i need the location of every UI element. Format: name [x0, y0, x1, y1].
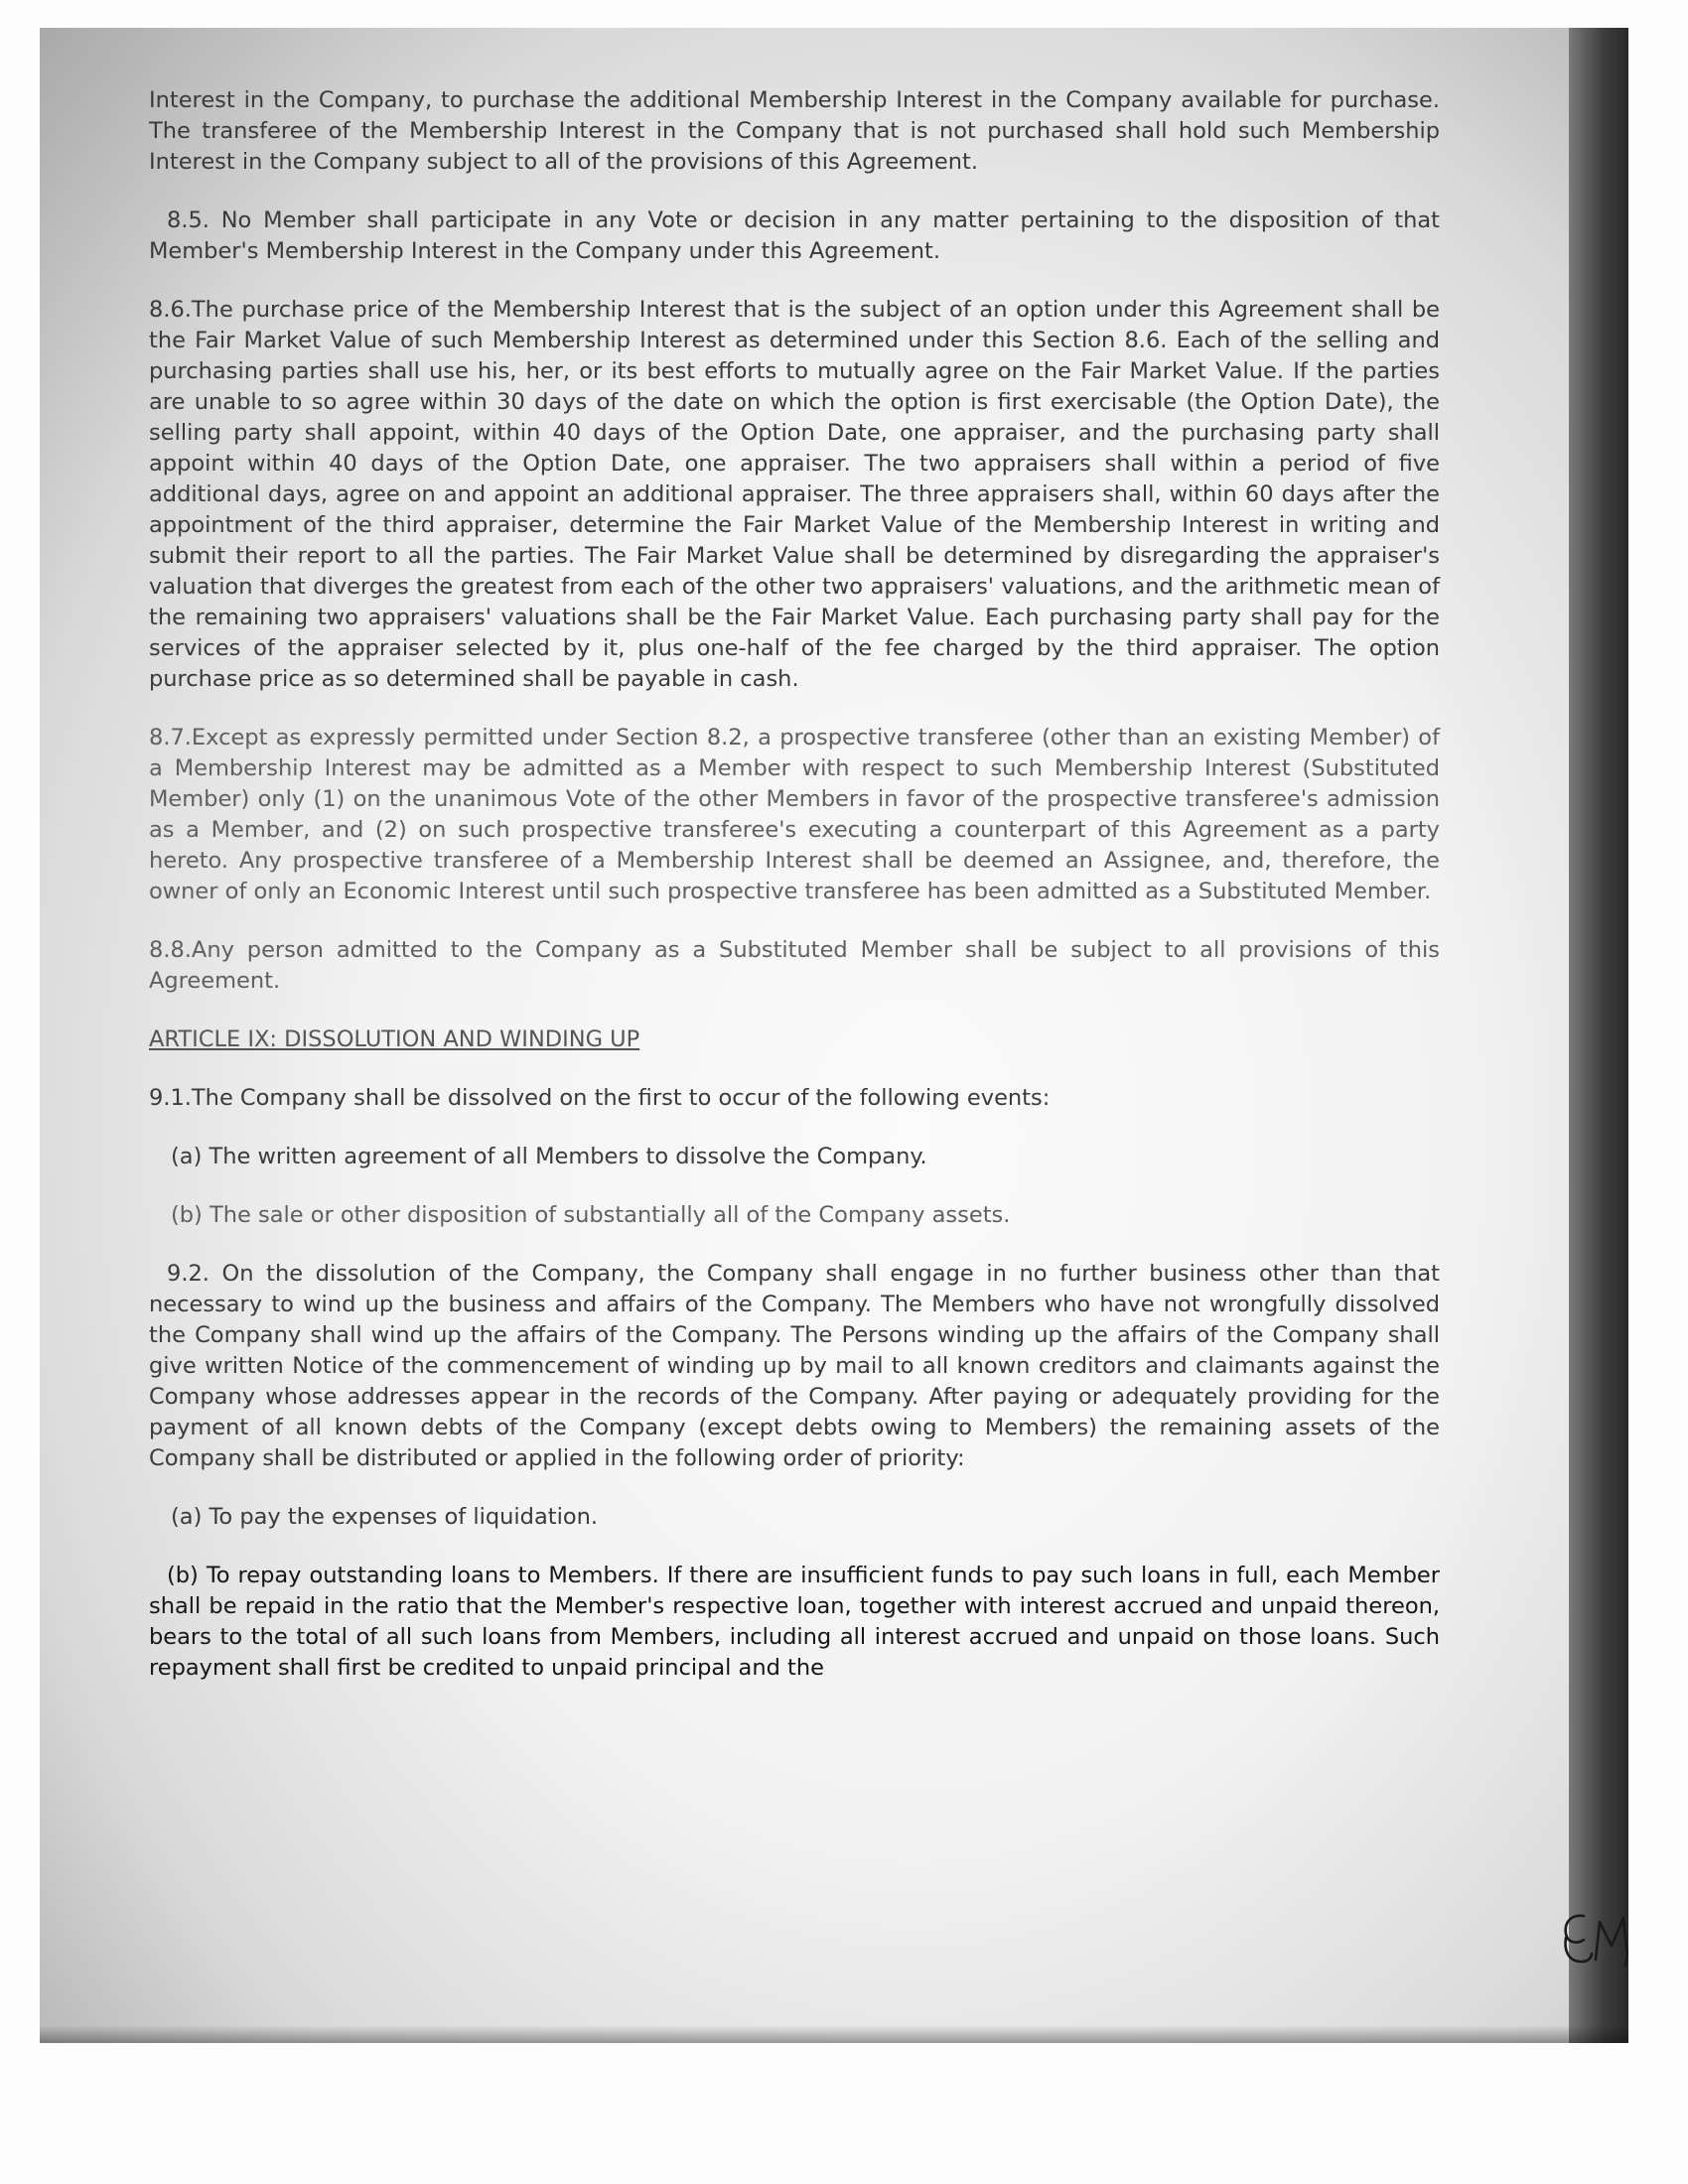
scanned-sheet	[40, 28, 1628, 2043]
paragraph-9-1: 9.1.The Company shall be dissolved on the first to occur of the following events:	[149, 1085, 1051, 1111]
paragraph-8-7: 8.7.Except as expressly permitted under Section 8.2, a prospective transferee (other than an existing Member) of a Membership Interest may be admitted as a Member with respect to such Membership Interest (Substituted Member) only (1) on the unanimous Vote of the other Members in favor of the prospective transferee's admission as a Member, and (2) on such prospective transferee's executing a counterpart of this Agreement as a party hereto. Any prospective transferee of a Membership Interest shall be deemed an Assignee, and, therefore, the owner of only an Economic Interest until such prospective transferee has been admitted as a Substituted Member.	[149, 725, 1440, 904]
paragraph-9-1-b: (b) The sale or other disposition of substantially all of the Company assets.	[171, 1202, 1011, 1228]
scan-shadow-edge	[1569, 28, 1628, 2043]
paragraph-continued: Interest in the Company, to purchase the additional Membership Interest in the Company available for purchase. The transferee of the Membership Interest in the Company that is not purchased shall hold such Membership Interest in the Company subject to all of the provisions of this Agreement.	[149, 87, 1440, 175]
scan-shadow-bottom	[40, 2025, 1628, 2043]
paragraph-9-2: 9.2. On the dissolution of the Company, the Company shall engage in no further business other than that necessary to wind up the business and affairs of the Company. The Members who have not wrongfully dissolved the Company shall wind up the affairs of the Company. The Persons winding up the affairs of the Company shall give written Notice of the commencement of winding up by mail to all known creditors and claimants against the Company whose addresses appear in the records of the Company. After paying or adequately providing for the payment of all known debts of the Company (except debts owing to Members) the remaining assets of the Company shall be distributed or applied in the following order of priority:	[149, 1261, 1440, 1471]
paragraph-9-2-a: (a) To pay the expenses of liquidation.	[171, 1504, 598, 1530]
document-body	[149, 85, 1440, 1711]
paragraph-9-2-b: (b) To repay outstanding loans to Members. If there are insufficient funds to pay such loans in full, each Member shall be repaid in the ratio that the Member's respective loan, together with interest accrued and unpaid thereon, bears to the total of all such loans from Members, including all interest accrued and unpaid on those loans. Such repayment shall first be credited to unpaid principal and the	[149, 1563, 1440, 1681]
paragraph-8-8: 8.8.Any person admitted to the Company as a Substituted Member shall be subject to all provisions of this Agreement.	[149, 937, 1440, 994]
handwritten-initials	[1554, 1904, 1628, 1974]
article-ix-heading: ARTICLE IX: DISSOLUTION AND WINDING UP	[149, 1026, 640, 1052]
paragraph-8-6: 8.6.The purchase price of the Membership Interest that is the subject of an option under this Agreement shall be the Fair Market Value of such Membership Interest as determined under this Section 8.6. Each of the selling and purchasing parties shall use his, her, or its best efforts to mutually agree on the Fair Market Value. If the parties are unable to so agree within 30 days of the date on which the option is first exercisable (the Option Date), the selling party shall appoint, within 40 days of the Option Date, one appraiser, and the purchasing party shall appoint within 40 days of the Option Date, one appraiser. The two appraisers shall within a period of five additional days, agree on and appoint an additional appraiser. The three appraisers shall, within 60 days after the appointment of the third appraiser, determine the Fair Market Value of the Membership Interest in writing and submit their report to all the parties. The Fair Market Value shall be determined by disregarding the appraiser's valuation that diverges the greatest from each of the other two appraisers' valuations, and the arithmetic mean of the remaining two appraisers' valuations shall be the Fair Market Value. Each purchasing party shall pay for the services of the appraiser selected by it, plus one-half of the fee charged by the third appraiser. The option purchase price as so determined shall be payable in cash.	[149, 297, 1440, 692]
paragraph-8-5: 8.5. No Member shall participate in any Vote or decision in any matter pertaining to the disposition of that Member's Membership Interest in the Company under this Agreement.	[149, 207, 1440, 264]
paragraph-9-1-a: (a) The written agreement of all Members to dissolve the Company.	[171, 1144, 927, 1169]
